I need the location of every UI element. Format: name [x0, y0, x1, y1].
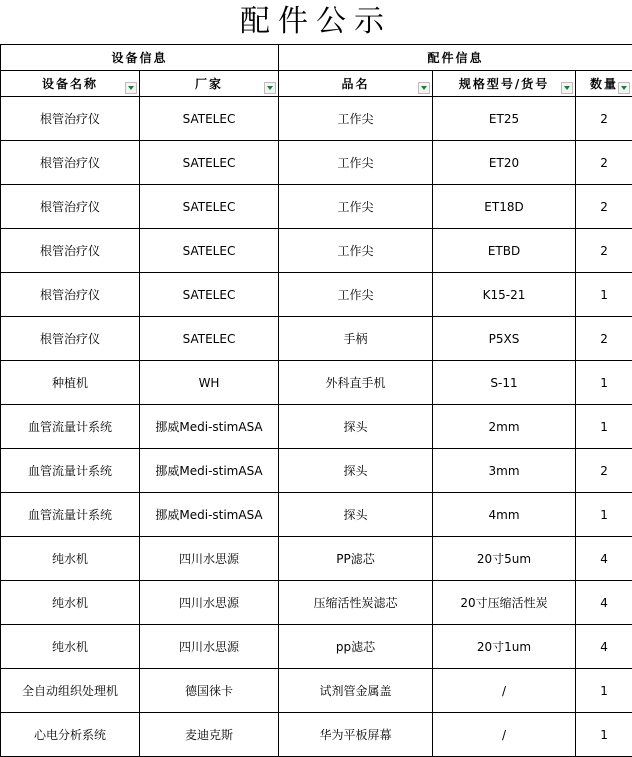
column-header-model — [433, 71, 576, 97]
cell-manufacturer[interactable]: SATELEC — [140, 317, 279, 361]
cell-product-name[interactable]: 工作尖 — [279, 273, 433, 317]
cell-quantity[interactable]: 2 — [576, 229, 632, 273]
cell-product-name[interactable]: PP滤芯 — [279, 537, 433, 581]
cell-product-name[interactable]: 压缩活性炭滤芯 — [279, 581, 433, 625]
cell-equipment-name[interactable]: 血管流量计系统 — [1, 405, 140, 449]
cell-manufacturer[interactable]: SATELEC — [140, 97, 279, 141]
cell-manufacturer[interactable]: 德国徕卡 — [140, 669, 279, 713]
column-label: 数量 — [590, 77, 619, 91]
cell-model[interactable]: 3mm — [433, 449, 576, 493]
cell-manufacturer[interactable]: 挪威Medi-stimASA — [140, 405, 279, 449]
cell-equipment-name[interactable]: 根管治疗仪 — [1, 317, 140, 361]
filter-dropdown-icon[interactable] — [264, 82, 276, 94]
cell-manufacturer[interactable]: 麦迪克斯 — [140, 713, 279, 757]
cell-product-name[interactable]: 手柄 — [279, 317, 433, 361]
column-label: 品名 — [341, 77, 370, 91]
cell-model[interactable]: K15-21 — [433, 273, 576, 317]
column-header-product-name — [279, 71, 433, 97]
cell-model[interactable]: 2mm — [433, 405, 576, 449]
cell-product-name[interactable]: 探头 — [279, 449, 433, 493]
cell-manufacturer[interactable]: 挪威Medi-stimASA — [140, 449, 279, 493]
table-row — [1, 493, 632, 537]
cell-equipment-name[interactable]: 根管治疗仪 — [1, 97, 140, 141]
page-title: 配件公示 — [240, 4, 392, 39]
cell-equipment-name[interactable]: 根管治疗仪 — [1, 273, 140, 317]
cell-model[interactable]: / — [433, 669, 576, 713]
cell-equipment-name[interactable]: 纯水机 — [1, 581, 140, 625]
cell-equipment-name[interactable]: 根管治疗仪 — [1, 185, 140, 229]
cell-model[interactable]: 4mm — [433, 493, 576, 537]
cell-product-name[interactable]: 华为平板屏幕 — [279, 713, 433, 757]
cell-quantity[interactable]: 2 — [576, 449, 632, 493]
cell-manufacturer[interactable]: SATELEC — [140, 141, 279, 185]
cell-model[interactable]: 20寸压缩活性炭 — [433, 581, 576, 625]
table-row — [1, 405, 632, 449]
cell-equipment-name[interactable]: 纯水机 — [1, 537, 140, 581]
table-row — [1, 581, 632, 625]
cell-product-name[interactable]: 外科直手机 — [279, 361, 433, 405]
cell-product-name[interactable]: 工作尖 — [279, 229, 433, 273]
cell-manufacturer[interactable]: SATELEC — [140, 185, 279, 229]
cell-quantity[interactable]: 2 — [576, 317, 632, 361]
table-row — [1, 317, 632, 361]
cell-model[interactable]: / — [433, 713, 576, 757]
table-row — [1, 141, 632, 185]
cell-model[interactable]: 20寸1um — [433, 625, 576, 669]
table-row — [1, 713, 632, 757]
cell-quantity[interactable]: 4 — [576, 537, 632, 581]
cell-manufacturer[interactable]: SATELEC — [140, 273, 279, 317]
table-row — [1, 449, 632, 493]
cell-model[interactable]: 20寸5um — [433, 537, 576, 581]
column-header-equipment-name — [1, 71, 140, 97]
parts-table — [0, 44, 632, 757]
filter-dropdown-icon[interactable] — [418, 82, 430, 94]
cell-product-name[interactable]: pp滤芯 — [279, 625, 433, 669]
cell-equipment-name[interactable]: 血管流量计系统 — [1, 449, 140, 493]
column-header-quantity — [576, 71, 632, 97]
table-row — [1, 625, 632, 669]
cell-quantity[interactable]: 1 — [576, 361, 632, 405]
cell-model[interactable]: ETBD — [433, 229, 576, 273]
cell-equipment-name[interactable]: 根管治疗仪 — [1, 141, 140, 185]
table-row — [1, 185, 632, 229]
cell-quantity[interactable]: 4 — [576, 581, 632, 625]
cell-product-name[interactable]: 工作尖 — [279, 185, 433, 229]
cell-manufacturer[interactable]: 四川水思源 — [140, 625, 279, 669]
cell-manufacturer[interactable]: WH — [140, 361, 279, 405]
filter-dropdown-icon[interactable] — [125, 82, 137, 94]
cell-equipment-name[interactable]: 心电分析系统 — [1, 713, 140, 757]
cell-model[interactable]: ET18D — [433, 185, 576, 229]
table-row — [1, 361, 632, 405]
group-header-parts: 配件信息 — [279, 45, 632, 71]
cell-equipment-name[interactable]: 血管流量计系统 — [1, 493, 140, 537]
cell-product-name[interactable]: 试剂管金属盖 — [279, 669, 433, 713]
filter-dropdown-icon[interactable] — [561, 82, 573, 94]
cell-quantity[interactable]: 1 — [576, 493, 632, 537]
cell-quantity[interactable]: 2 — [576, 97, 632, 141]
cell-equipment-name[interactable]: 根管治疗仪 — [1, 229, 140, 273]
cell-equipment-name[interactable]: 纯水机 — [1, 625, 140, 669]
cell-model[interactable]: S-11 — [433, 361, 576, 405]
table-row — [1, 273, 632, 317]
column-header-manufacturer — [140, 71, 279, 97]
group-header-equipment: 设备信息 — [1, 45, 279, 71]
cell-equipment-name[interactable]: 全自动组织处理机 — [1, 669, 140, 713]
cell-quantity[interactable]: 1 — [576, 273, 632, 317]
cell-model[interactable]: ET25 — [433, 97, 576, 141]
table-row — [1, 229, 632, 273]
cell-product-name[interactable]: 探头 — [279, 405, 433, 449]
cell-product-name[interactable]: 探头 — [279, 493, 433, 537]
table-row — [1, 669, 632, 713]
cell-model[interactable]: ET20 — [433, 141, 576, 185]
cell-product-name[interactable]: 工作尖 — [279, 97, 433, 141]
table-row — [1, 537, 632, 581]
filter-dropdown-icon[interactable] — [618, 82, 630, 94]
cell-product-name[interactable]: 工作尖 — [279, 141, 433, 185]
column-label: 设备名称 — [41, 77, 98, 91]
cell-quantity[interactable]: 2 — [576, 185, 632, 229]
cell-quantity[interactable]: 4 — [576, 625, 632, 669]
column-label: 厂家 — [195, 77, 224, 91]
cell-manufacturer[interactable]: 挪威Medi-stimASA — [140, 493, 279, 537]
cell-manufacturer[interactable]: SATELEC — [140, 229, 279, 273]
cell-manufacturer[interactable]: 四川水思源 — [140, 581, 279, 625]
cell-model[interactable]: P5XS — [433, 317, 576, 361]
cell-quantity[interactable]: 1 — [576, 669, 632, 713]
cell-equipment-name[interactable]: 种植机 — [1, 361, 140, 405]
cell-manufacturer[interactable]: 四川水思源 — [140, 537, 279, 581]
cell-quantity[interactable]: 1 — [576, 713, 632, 757]
cell-quantity[interactable]: 2 — [576, 141, 632, 185]
cell-quantity[interactable]: 1 — [576, 405, 632, 449]
column-label: 规格型号/货号 — [458, 77, 550, 91]
table-row — [1, 97, 632, 141]
